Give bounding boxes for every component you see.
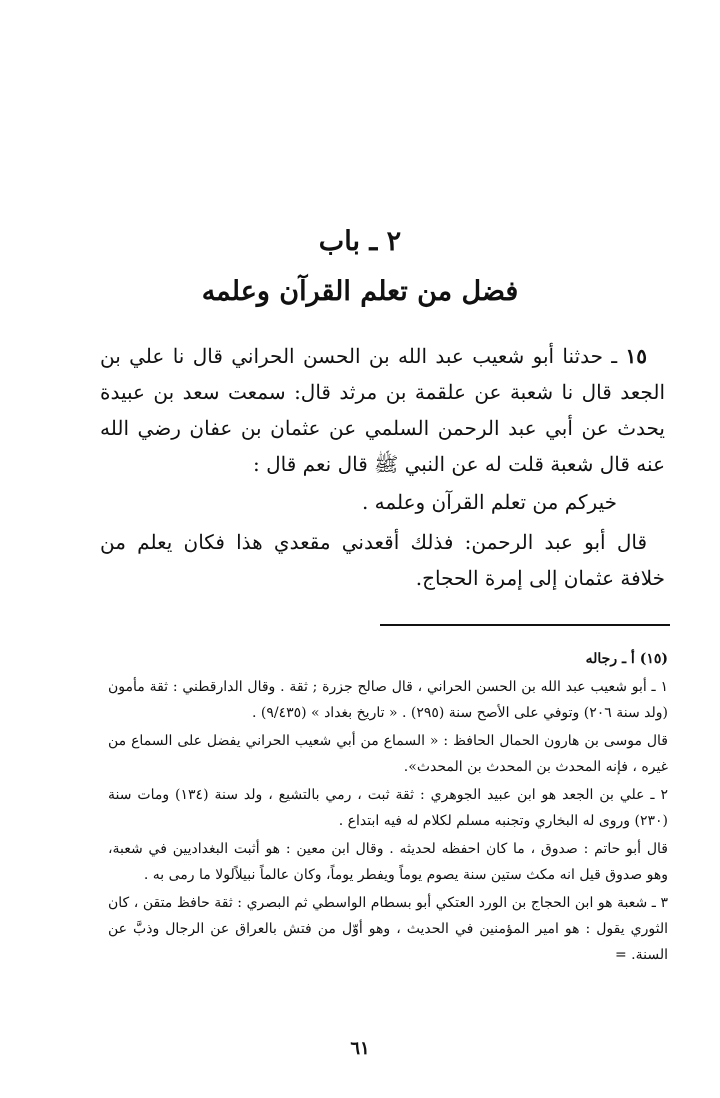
chapter-number: ٢ ـ باب (318, 226, 402, 257)
chapter-title: فضل من تعلم القرآن وعلمه (201, 276, 519, 307)
footnote-item: ٢ ـ علي بن الجعد هو ابن عبيد الجوهري : ثقة ثبت ، رمي بالتشيع ، ولد سنة (١٣٤) ومات سنة (٢٣٠) وروى له البخاري وتجنبه مسلم لكلام له فيه ابتداع . (108, 787, 669, 829)
page-number: ٦١ (350, 1038, 370, 1059)
footnote-divider (380, 624, 670, 626)
footnote-item: قال موسى بن هارون الحمال الحافظ : « السماع من أبي شعيب الحراني يفضل على السماع من غيره ، فإنه المحدث بن المحدث بن المحدث». (108, 733, 668, 775)
hadith-number: ١٥ (625, 344, 647, 368)
prophetic-saying: خيركم من تعلم القرآن وعلمه . (361, 490, 617, 514)
hadith-text: ـ حدثنا أبو شعيب عبد الله بن الحسن الحراني قال نا علي بن الجعد قال نا شعبة عن علقمة بن مرثد قال: سمعت سعد بن عبيدة يحدث عن أبي عبد الرحمن السلمي عن عثمان بن عفان رضي الله عنه قال شعبة قلت له عن النبي ﷺ قال نعم قال : (100, 344, 665, 476)
hadith-body (100, 338, 665, 596)
footnotes (108, 646, 668, 968)
footnote-item: ٣ ـ شعبة هو ابن الحجاج بن الورد العتكي أبو بسطام الواسطي ثم البصري : ثقة حافظ متقن ، كان الثوري يقول : هو امير المؤمنين في الحديث ، وهو أوّل من فتش بالعراق عن الرجال وذبَّ عن السنة. = (108, 895, 668, 963)
hadith-paragraph (100, 338, 665, 482)
footnote-item: قال أبو حاتم : صدوق ، ما كان احفظه لحديثه . وقال ابن معين : هو أثبت البغداديين في شعبة، وهو صدوق قيل انه مكث ستين سنة يصوم يوماً ويفطر يوماً، وكان عالماً نبيلاًلولا ما رمى به . (108, 841, 668, 883)
hadith-comment: قال أبو عبد الرحمن: فذلك أقعدني مقعدي هذا فكان يعلم من خلافة عثمان إلى إمرة الحجاج. (100, 530, 665, 590)
footnote-item: ١ ـ أبو شعيب عبد الله بن الحسن الحراني ، قال صالح جزرة ; ثقة . وقال الدارقطني : ثقة مأمون (ولد سنة ٢٠٦) وتوفي على الأصح سنة (٢٩٥) . « تاريخ بغداد » (٩/٤٣٥) . (108, 679, 668, 721)
footnotes-heading: (١٥) أ ـ رجاله (585, 651, 668, 667)
